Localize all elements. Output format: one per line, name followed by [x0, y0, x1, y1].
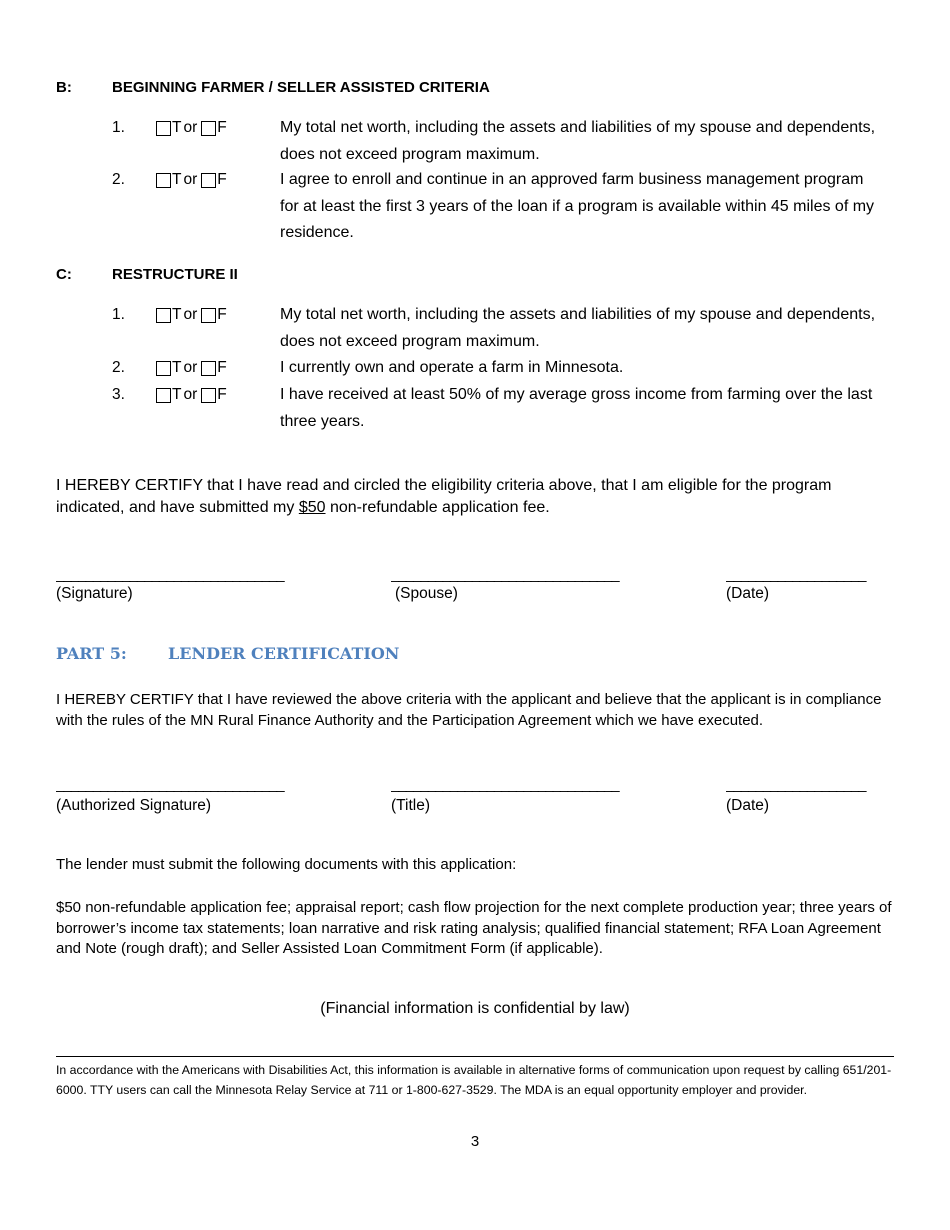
section-b-title: BEGINNING FARMER / SELLER ASSISTED CRITERIA [112, 79, 490, 96]
title-line[interactable]: _______________________________ [391, 776, 619, 793]
section-b-letter: B: [56, 79, 72, 96]
section-c-item-1-true-false [156, 306, 227, 324]
lender-date-line[interactable]: ___________________ [726, 776, 866, 793]
false-checkbox[interactable] [201, 173, 216, 188]
documents-intro: The lender must submit the following documents with this application: [56, 856, 517, 873]
spouse-signature-line[interactable]: _______________________________ [391, 566, 619, 583]
or-label: or [183, 171, 198, 188]
or-label: or [183, 386, 198, 403]
fee-amount: $50 [298, 499, 326, 516]
section-b-item-1-true-false [156, 119, 227, 137]
false-checkbox[interactable] [201, 361, 216, 376]
authorized-signature-label: (Authorized Signature) [56, 797, 212, 814]
section-c-letter: C: [56, 266, 72, 283]
lender-certification: I HEREBY CERTIFY that I have reviewed the above criteria with the applicant and believe that the applicant is in compliance with the rules of the MN Rural Finance Authority and the Participation Agreement which we have executed. [56, 691, 882, 729]
section-c-title: RESTRUCTURE II [112, 266, 238, 283]
true-label: T [172, 386, 182, 403]
true-checkbox[interactable] [156, 121, 171, 136]
section-b-item-1-text: My total net worth, including the assets and liabilities of my spouse and dependents, does not exceed program maximum. [280, 119, 876, 163]
true-label: T [172, 306, 182, 323]
false-checkbox[interactable] [201, 121, 216, 136]
section-b-item-2-number: 2. [112, 171, 125, 188]
section-c-item-3-text: I have received at least 50% of my average gross income from farming over the last three years. [280, 386, 873, 430]
true-label: T [172, 171, 182, 188]
false-label: F [217, 306, 227, 323]
false-label: F [217, 359, 227, 376]
section-c-item-1-text: My total net worth, including the assets and liabilities of my spouse and dependents, does not exceed program maximum. [280, 306, 876, 350]
authorized-signature-line[interactable]: _______________________________ [56, 776, 284, 793]
section-c-item-3-true-false [156, 386, 227, 404]
or-label: or [183, 306, 198, 323]
false-label: F [217, 119, 227, 136]
section-b-item-2-true-false [156, 171, 227, 189]
date-line[interactable]: ___________________ [726, 566, 866, 583]
documents-list: $50 non-refundable application fee; appraisal report; cash flow projection for the next complete production year; three years of borrower’s income tax statements; loan narrative and risk rating analysis; qualified financial statement; RFA Loan Agreement and Note (rough draft); and Seller Assisted Loan Commitment Form (if applicable). [56, 899, 892, 957]
lender-date-label: (Date) [726, 797, 770, 814]
false-checkbox[interactable] [201, 388, 216, 403]
section-b-item-2-text: I agree to enroll and continue in an approved farm business management program for at least the first 3 years of the loan if a program is available within 45 miles of my residence. [280, 171, 875, 241]
true-checkbox[interactable] [156, 388, 171, 403]
part-5-title: LENDER CERTIFICATION [168, 644, 400, 663]
ada-footer: In accordance with the Americans with Disabilities Act, this information is available in alternative forms of communication upon request by calling 651/201-6000. TTY users can call the Minnesota Relay Service at 711 or 1-800-627-3529. The MDA is an equal opportunity employer and provider. [56, 1063, 892, 1097]
footer-divider [56, 1056, 894, 1057]
applicant-certification: I HEREBY CERTIFY that I have read and circled the eligibility criteria above, that I am eligible for the program indicated, and have submitted my $50 non-refundable application fee. [56, 477, 832, 516]
signature-label: (Signature) [56, 585, 133, 602]
section-c-item-2-true-false [156, 359, 227, 377]
false-label: F [217, 386, 227, 403]
spouse-label: (Spouse) [395, 585, 458, 602]
signature-line[interactable]: _______________________________ [56, 566, 284, 583]
date-label: (Date) [726, 585, 770, 602]
or-label: or [183, 119, 198, 136]
true-checkbox[interactable] [156, 308, 171, 323]
true-checkbox[interactable] [156, 173, 171, 188]
or-label: or [183, 359, 198, 376]
section-c-item-2-number: 2. [112, 359, 125, 376]
true-label: T [172, 119, 182, 136]
section-b-item-1-number: 1. [112, 119, 125, 136]
part-5-number: PART 5: [56, 644, 127, 663]
section-c-item-3-number: 3. [112, 386, 125, 403]
page-number: 3 [470, 1133, 480, 1150]
true-label: T [172, 359, 182, 376]
false-label: F [217, 171, 227, 188]
section-c-item-2-text: I currently own and operate a farm in Minnesota. [280, 359, 624, 376]
false-checkbox[interactable] [201, 308, 216, 323]
confidential-note: (Financial information is confidential by law) [320, 1000, 630, 1017]
true-checkbox[interactable] [156, 361, 171, 376]
title-label: (Title) [391, 797, 431, 814]
section-c-item-1-number: 1. [112, 306, 125, 323]
